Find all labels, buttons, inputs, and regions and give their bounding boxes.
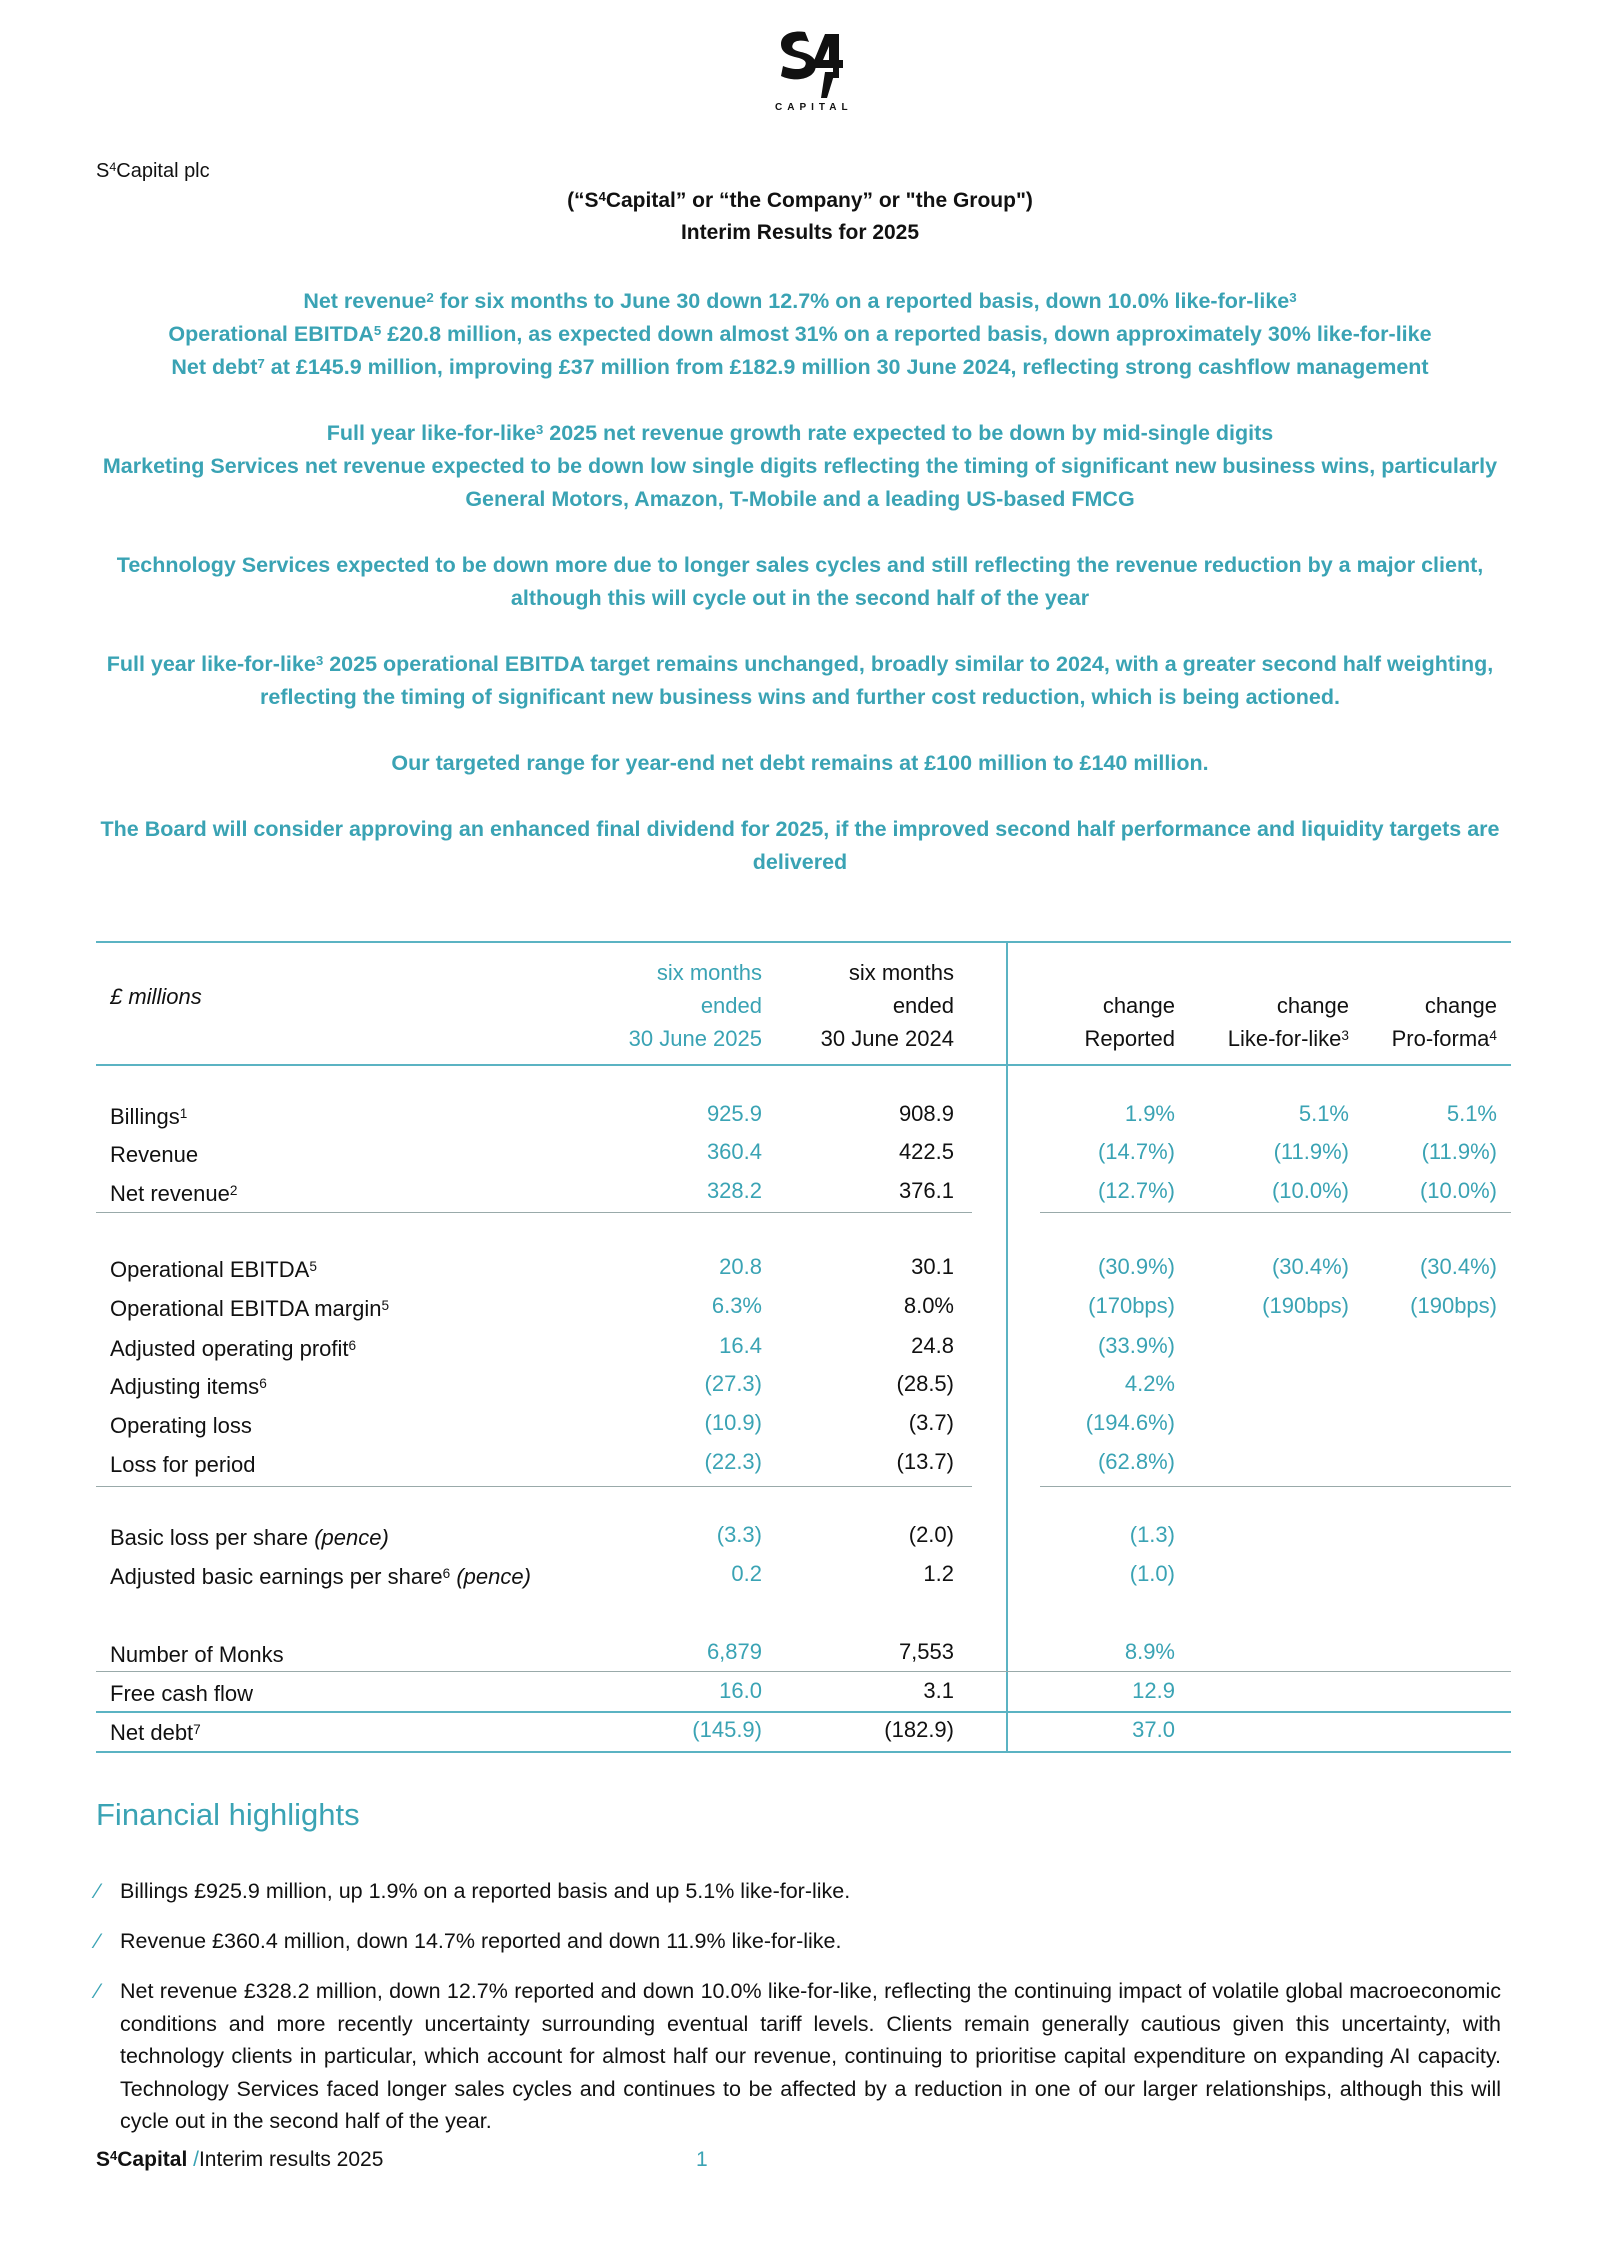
row-value-v3: (14.7%) xyxy=(1097,1139,1175,1164)
row-value-v2: 7,553 xyxy=(898,1639,954,1664)
header-change-reported: change Reported xyxy=(1084,993,1175,1051)
row-value-v1: (145.9) xyxy=(692,1717,762,1742)
row-value-v2: 376.1 xyxy=(898,1178,954,1203)
s4-capital-logo xyxy=(770,28,853,128)
fin-bullet-revenue: ⁄ Revenue £360.4 million, down 14.7% reported and down 11.9% like-for-like. xyxy=(96,1925,1501,1958)
results-table xyxy=(96,941,1511,1761)
announcement-subtitle: (“$S^4Capital$” or “the Company” or "the Group") xyxy=(567,189,1033,212)
row-value-v5: (10.0%) xyxy=(1419,1178,1497,1203)
row-value-v2: (2.0) xyxy=(908,1522,954,1547)
highlight-ebitda-target: Full year like-for-like$^3$ 2025 operational EBITDA target remains unchanged, broadly similar to 2024, with a greater second half weighting, reflecting the timing of significant new business wins and further cost reduction, which is being actioned. xyxy=(106,652,1494,709)
row-value-v3: (62.8%) xyxy=(1097,1449,1175,1474)
row-label: Adjusted basic earnings per share$^6$ (pence) xyxy=(110,1564,531,1589)
row-value-v3: 4.2% xyxy=(1124,1371,1175,1396)
row-label: Net revenue$^2$ xyxy=(110,1181,238,1206)
header-col-2024: six months ended 30 June 2024 xyxy=(820,960,954,1051)
header-rule xyxy=(96,1064,1511,1066)
table-bottom-rule xyxy=(96,1751,1511,1753)
row-value-v5: (30.4%) xyxy=(1419,1254,1497,1279)
separator xyxy=(96,1711,1511,1713)
bullet-slash-icon: ⁄ xyxy=(96,1929,100,1953)
logo-wordmark: CAPITAL xyxy=(775,102,853,113)
row-value-v3: 8.9% xyxy=(1124,1639,1175,1664)
s4-logo-mark-icon xyxy=(775,28,845,100)
highlight-block-1 xyxy=(100,285,1500,384)
row-value-v1: 16.0 xyxy=(719,1678,762,1703)
highlight-block-2 xyxy=(100,417,1500,516)
row-label: Adjusting items$^6$ xyxy=(110,1374,267,1399)
highlight-dividend: The Board will consider approving an enhanced final dividend for 2025, if the improved second half performance and liquidity targets are delivered xyxy=(100,817,1500,874)
row-value-v3: (30.9%) xyxy=(1097,1254,1175,1279)
footer-brand: $S^4Capital$ xyxy=(96,2148,188,2171)
row-value-v1: (22.3) xyxy=(704,1449,762,1474)
highlight-net-debt: Net debt$^7$ at £145.9 million, improving £37 million from £182.9 million 30 June 2024, reflecting strong cashflow management xyxy=(171,355,1429,379)
separator xyxy=(1040,1486,1511,1487)
header-change-lfl: change Like-for-like$^3$ xyxy=(1227,993,1349,1051)
highlight-technology-services: Technology Services expected to be down more due to longer sales cycles and still reflecting the revenue reduction by a major client, although this will cycle out in the second half of the year xyxy=(116,553,1484,610)
row-value-v2: 3.1 xyxy=(923,1678,954,1703)
table-divider xyxy=(1006,941,1008,1753)
row-value-v1: 328.2 xyxy=(706,1178,762,1203)
row-value-v3: 12.9 xyxy=(1132,1678,1175,1703)
row-value-v4: 5.1% xyxy=(1298,1101,1349,1126)
row-label: Operational EBITDA margin$^5$ xyxy=(110,1296,390,1321)
table-top-rule xyxy=(96,941,1511,943)
row-value-v1: 0.2 xyxy=(731,1561,762,1586)
separator xyxy=(96,1671,1511,1672)
row-label: Billings$^1$ xyxy=(110,1104,188,1129)
row-value-v3: (194.6%) xyxy=(1085,1410,1175,1435)
page-number: 1 xyxy=(696,2148,708,2171)
row-value-v3: (33.9%) xyxy=(1097,1333,1175,1358)
row-value-v1: (3.3) xyxy=(716,1522,762,1547)
row-value-v4: (190bps) xyxy=(1262,1293,1349,1318)
highlight-net-debt-target: Our targeted range for year-end net debt remains at £100 million to £140 million. xyxy=(391,751,1209,775)
header-change-proforma: change Pro-forma$^4$ xyxy=(1391,993,1497,1051)
financial-highlights-title: Financial highlights xyxy=(96,1797,360,1832)
row-value-v2: 908.9 xyxy=(898,1101,954,1126)
header-col-2025: six months ended 30 June 2025 xyxy=(628,960,762,1051)
row-label: Operating loss xyxy=(110,1413,252,1438)
announcement-title: Interim Results for 2025 xyxy=(680,221,920,244)
highlight-net-revenue: Net revenue$^2$ for six months to June 30 down 12.7% on a reported basis, down 10.0% like-for-like$^3$ xyxy=(303,289,1297,313)
row-value-v1: 6.3% xyxy=(711,1293,762,1318)
row-value-v1: (27.3) xyxy=(704,1371,762,1396)
row-label: Adjusted operating profit$^6$ xyxy=(110,1336,357,1361)
row-value-v3: (12.7%) xyxy=(1097,1178,1175,1203)
row-value-v2: 422.5 xyxy=(898,1139,954,1164)
row-label: Number of Monks xyxy=(110,1642,284,1667)
row-value-v2: 1.2 xyxy=(923,1561,954,1586)
row-value-v1: 16.4 xyxy=(719,1333,762,1358)
bullet-slash-icon: ⁄ xyxy=(96,1979,100,2003)
row-label: Free cash flow xyxy=(110,1681,254,1706)
row-value-v4: (11.9%) xyxy=(1273,1139,1349,1164)
row-value-v1: 6,879 xyxy=(706,1639,762,1664)
row-value-v2: 30.1 xyxy=(911,1254,954,1279)
separator xyxy=(96,1212,972,1213)
fin-bullet-billings: ⁄ Billings £925.9 million, up 1.9% on a reported basis and up 5.1% like-for-like. xyxy=(96,1875,1501,1908)
row-value-v2: (182.9) xyxy=(884,1717,954,1742)
row-label: Loss for period xyxy=(110,1452,256,1477)
highlight-marketing-services: Marketing Services net revenue expected to be down low single digits reflecting the timing of significant new business wins, particularly General Motors, Amazon, T-Mobile and a leading US-based FMCG xyxy=(102,454,1498,511)
row-value-v2: 24.8 xyxy=(911,1333,954,1358)
row-value-v2: (3.7) xyxy=(908,1410,954,1435)
row-label: Basic loss per share (pence) xyxy=(110,1525,389,1550)
row-value-v2: (28.5) xyxy=(896,1371,954,1396)
row-value-v3: (1.0) xyxy=(1129,1561,1175,1586)
row-value-v2: 8.0% xyxy=(903,1293,954,1318)
fin-bullet-net-revenue: ⁄ Net revenue £328.2 million, down 12.7% reported and down 10.0% like-for-like, reflecting the continuing impact of volatile global macroeconomic conditions and more recently uncertainty surrounding eventual tariff levels. Clients remain generally cautious given this uncertainty, with technology clients in particular, which account for almost half our revenue, continuing to prioritise capital expenditure on expanding AI capacity. Technology Services faced longer sales cycles and continues to be affected by a reduction in one of our larger relationships, although this will cycle out in the second half of the year. xyxy=(96,1975,1501,2138)
row-value-v4: (10.0%) xyxy=(1271,1178,1349,1203)
highlight-full-year-revenue: Full year like-for-like$^3$ 2025 net revenue growth rate expected to be down by mid-single digits xyxy=(326,421,1274,445)
footer-text: Interim results 2025 xyxy=(198,2148,384,2171)
row-value-v1: (10.9) xyxy=(704,1410,762,1435)
row-value-v4: (30.4%) xyxy=(1271,1254,1349,1279)
row-value-v1: 360.4 xyxy=(706,1139,762,1164)
row-label: Operational EBITDA$^5$ xyxy=(110,1257,317,1282)
footer: $S^4Capital$ /Interim results 2025 xyxy=(96,2148,384,2171)
row-value-v1: 925.9 xyxy=(706,1101,762,1126)
row-label: Net debt$^7$ xyxy=(110,1720,201,1745)
row-value-v3: 1.9% xyxy=(1124,1101,1175,1126)
row-label: Revenue xyxy=(110,1142,199,1167)
row-value-v3: (1.3) xyxy=(1129,1522,1175,1547)
row-value-v5: 5.1% xyxy=(1446,1101,1497,1126)
bullet-slash-icon: ⁄ xyxy=(96,1879,100,1903)
unit-label: £ millions xyxy=(110,984,202,1009)
separator xyxy=(1040,1212,1511,1213)
row-value-v5: (11.9%) xyxy=(1421,1139,1497,1164)
row-value-v3: (170bps) xyxy=(1088,1293,1175,1318)
row-value-v5: (190bps) xyxy=(1410,1293,1497,1318)
row-value-v3: 37.0 xyxy=(1132,1717,1175,1742)
separator xyxy=(96,1486,972,1487)
row-value-v1: 20.8 xyxy=(719,1254,762,1279)
highlight-ebitda: Operational EBITDA$^5$ £20.8 million, as expected down almost 31% on a reported basis, down approximately 30% like-for-like xyxy=(168,322,1432,346)
company-name: $S^4Capital$ plc xyxy=(96,160,210,182)
row-value-v2: (13.7) xyxy=(896,1449,954,1474)
